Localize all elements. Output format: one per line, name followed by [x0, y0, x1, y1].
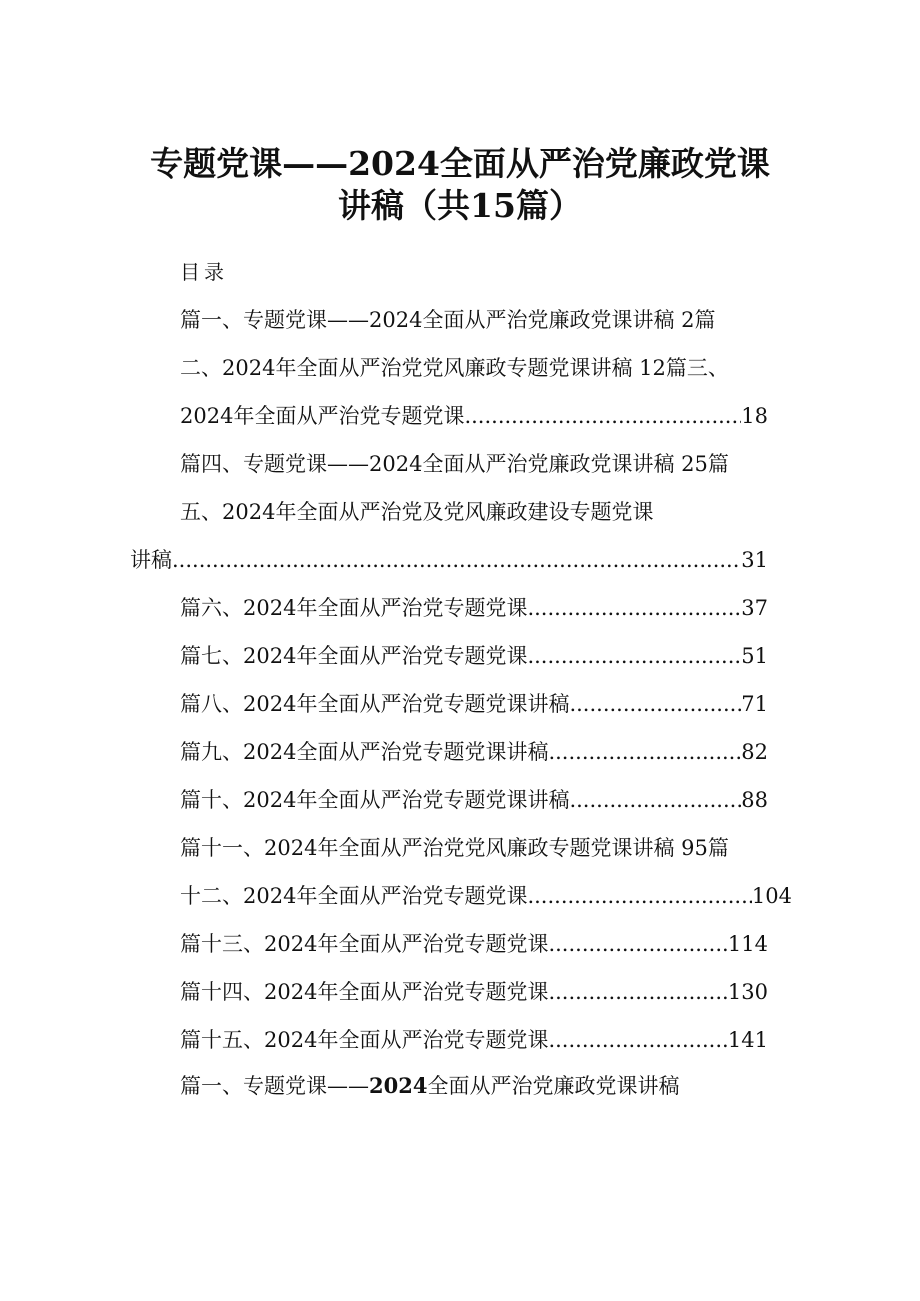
toc-entry[interactable]: 五、2024年全面从严治党及党风廉政建设专题党课 — [180, 500, 654, 524]
toc-entry[interactable] — [180, 882, 792, 910]
toc-entry-text: 篇十、2024年全面从严治党专题党课讲稿 — [180, 788, 570, 812]
toc-leader-dots — [527, 594, 741, 622]
toc-entry[interactable]: 二、2024年全面从严治党党风廉政专题党课讲稿 12篇三、 — [180, 356, 729, 380]
section-heading-suffix: 全面从严治党廉政党课讲稿 — [427, 1074, 680, 1098]
toc-entry-text: 篇十五、2024年全面从严治党专题党课 — [180, 1028, 549, 1052]
toc-entry-text: 篇十三、2024年全面从严治党专题党课 — [180, 932, 549, 956]
toc-entry-text: 篇八、2024年全面从严治党专题党课讲稿 — [180, 692, 570, 716]
title-line-1: 专题党课——2024全面从严治党廉政党课 — [150, 144, 770, 183]
toc-leader-dots — [548, 1026, 727, 1054]
toc-entry[interactable] — [180, 642, 768, 670]
toc-leader-dots — [464, 402, 741, 430]
section-heading — [180, 1072, 679, 1100]
toc-leader-dots — [548, 978, 727, 1006]
toc-page-number: 114 — [727, 932, 768, 956]
toc-entry[interactable] — [180, 978, 768, 1006]
toc-entry[interactable] — [180, 786, 768, 814]
toc-entry-text: 十二、2024年全面从严治党专题党课 — [180, 884, 528, 908]
section-heading-prefix: 篇一、专题党课—— — [180, 1074, 369, 1098]
toc-page-number: 88 — [741, 788, 768, 812]
toc-entry[interactable] — [180, 402, 768, 430]
toc-page-number: 71 — [741, 692, 768, 716]
toc-entry[interactable] — [130, 546, 768, 574]
toc-page-number: 141 — [727, 1028, 768, 1052]
toc-leader-dots — [548, 738, 741, 766]
toc-page-number: 31 — [741, 548, 768, 572]
toc-entry-text: 篇六、2024年全面从严治党专题党课 — [180, 596, 528, 620]
toc-entry[interactable] — [180, 690, 768, 718]
toc-leader-dots — [569, 786, 741, 814]
toc-leader-dots — [548, 930, 727, 958]
toc-page-number: 130 — [727, 980, 768, 1004]
toc-entry-text: 讲稿 — [130, 548, 172, 572]
toc-entry[interactable]: 篇一、专题党课——2024全面从严治党廉政党课讲稿 2篇 — [180, 308, 716, 332]
toc-entry[interactable] — [180, 738, 768, 766]
toc-leader-dots — [527, 882, 751, 910]
toc-page-number: 51 — [741, 644, 768, 668]
toc-heading: 目录 — [180, 260, 228, 284]
toc-entry[interactable]: 篇四、专题党课——2024全面从严治党廉政党课讲稿 25篇 — [180, 452, 729, 476]
toc-entry[interactable] — [180, 594, 768, 622]
toc-entry[interactable]: 篇十一、2024年全面从严治党党风廉政专题党课讲稿 95篇 — [180, 836, 729, 860]
toc-page-number: 37 — [741, 596, 768, 620]
toc-page-number: 82 — [741, 740, 768, 764]
toc-entry-text: 2024年全面从严治党专题党课 — [180, 404, 465, 428]
toc-leader-dots — [569, 690, 741, 718]
toc-entry[interactable] — [180, 1026, 768, 1054]
toc-page-number: 18 — [741, 404, 768, 428]
toc-entry[interactable] — [180, 930, 768, 958]
toc-entry-text: 篇九、2024全面从严治党专题党课讲稿 — [180, 740, 549, 764]
toc-leader-dots — [172, 546, 741, 574]
toc-entry-text: 篇七、2024年全面从严治党专题党课 — [180, 644, 528, 668]
toc-entry-text: 篇十四、2024年全面从严治党专题党课 — [180, 980, 549, 1004]
toc-leader-dots — [527, 642, 741, 670]
section-heading-year: 2024 — [369, 1073, 428, 1098]
title-line-2: 讲稿（共15篇） — [338, 186, 582, 225]
toc-page-number: 104 — [751, 884, 792, 908]
